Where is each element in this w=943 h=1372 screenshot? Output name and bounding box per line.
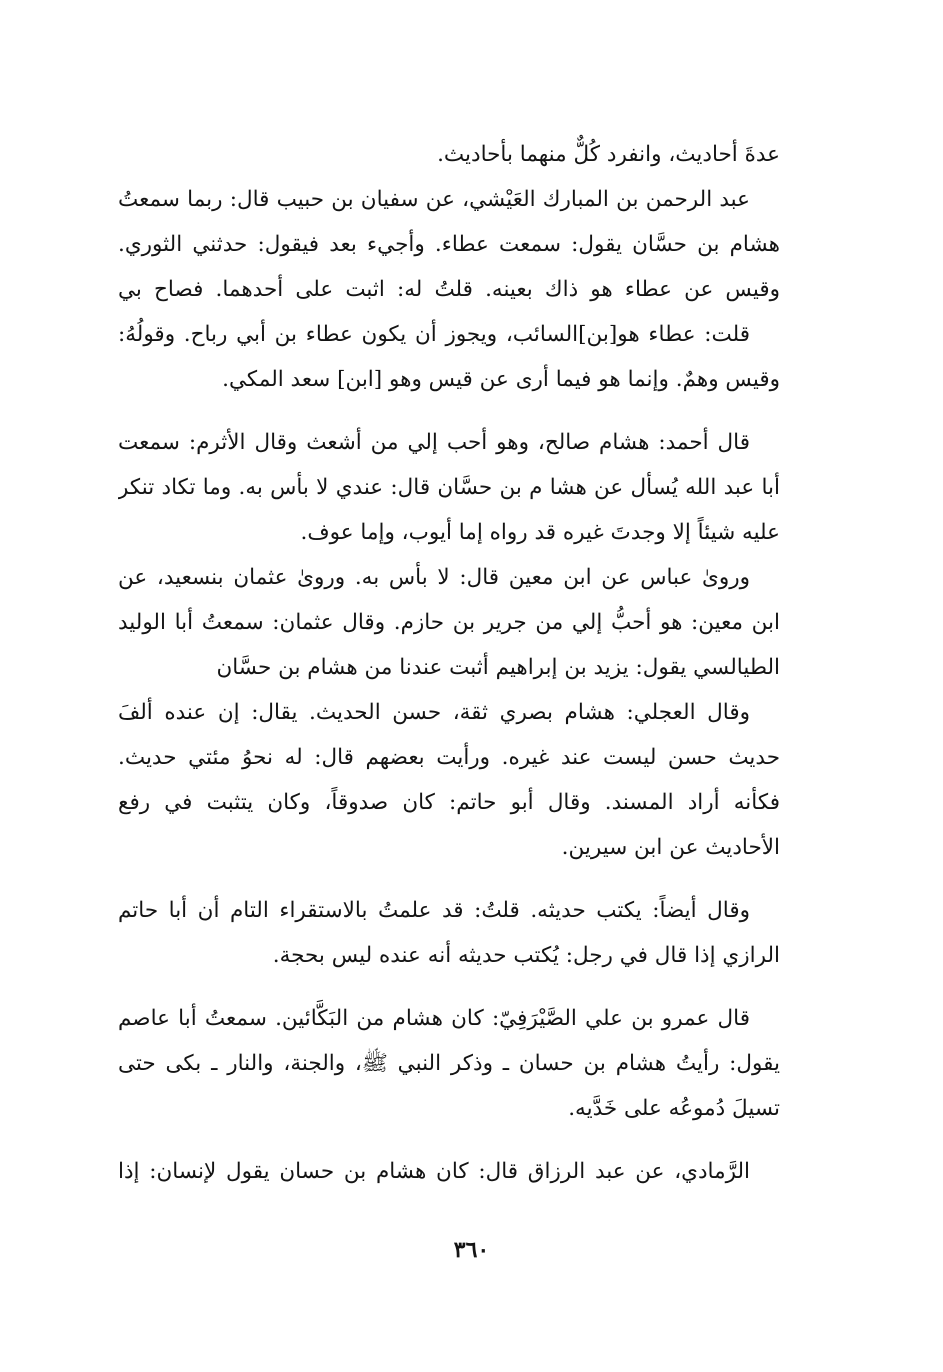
text-line: الأحاديث عن ابن سيرين. bbox=[561, 835, 780, 860]
text-line: هشام بن حسَّان يقول: سمعت عطاء. وأجيء بعد فيقول: حدثني الثوري. bbox=[118, 232, 780, 257]
text-line: وقال العجلي: هشام بصري ثقة، حسن الحديث. يقال: إن عنده ألفَ bbox=[118, 700, 750, 725]
text-line: الطيالسي يقول: يزيد بن إبراهيم أثبت عندنا من هشام بن حسَّان bbox=[216, 655, 780, 680]
paragraph-gap bbox=[118, 402, 780, 420]
text-line: وقيس وهمٌ. وإنما هو فيما أرى عن قيس وهو [ابن] سعد المكي. bbox=[222, 367, 780, 392]
text-line: الرَّمادي، عن عبد الرزاق قال: كان هشام بن حسان يقول لإنسان: إذا bbox=[118, 1159, 750, 1184]
text-line: وقال أيضاً: يكتب حديثه. قلتُ: قد علمتُ بالاستقراء التام أن أبا حاتم bbox=[118, 898, 750, 923]
text-line: قال أحمد: هشام صالح، وهو أحب إلي من أشعث وقال الأثرم: سمعت bbox=[118, 430, 750, 455]
paragraph-gap bbox=[118, 978, 780, 996]
text-line: تسيلَ دُموعُه على خَدَّيه. bbox=[568, 1096, 780, 1121]
text-line: قال عمرو بن علي الصَّيْرَفِيّ: كان هشام من البَكَّائين. سمعتُ أبا عاصم bbox=[118, 1006, 750, 1031]
page-body-text bbox=[118, 132, 780, 1194]
text-line: فكأنه أراد المسند. وقال أبو حاتم: كان صدوقاً، وكان يتثبت في رفع bbox=[118, 790, 780, 815]
page-number: ٣٦٠ bbox=[453, 1237, 490, 1263]
paragraph-gap bbox=[118, 870, 780, 888]
paragraph-gap bbox=[118, 1131, 780, 1149]
text-line: عدةَ أحاديث، وانفرد كُلٌّ منهما بأحاديث. bbox=[437, 142, 780, 167]
text-line: أبا عبد الله يُسأل عن هشا م بن حسَّان قال: عندي لا بأس به. وما تكاد تنكر bbox=[118, 475, 780, 500]
text-line: يقول: رأيتُ هشام بن حسان ـ وذكر النبي ﷺ، والجنة، والنار ـ بكى حتى bbox=[118, 1051, 780, 1076]
text-line: عليه شيئاً إلا وجدتَ غيره قد رواه إما أيوب، وإما عوف. bbox=[300, 520, 780, 545]
text-line: وروىٰ عباس عن ابن معين قال: لا بأس به. وروىٰ عثمان بنسعيد، عن bbox=[118, 565, 750, 590]
text-line: قلت: عطاء هو[بن]السائب، ويجوز أن يكون عطاء بن أبي رباح. وقولُهُ: bbox=[118, 322, 750, 347]
text-line: ابن معين: هو أحبُّ إلي من جرير بن حازم. وقال عثمان: سمعتُ أبا الوليد bbox=[118, 610, 780, 635]
text-line: الرازي إذا قال في رجل: يُكتب حديثه أنه عنده ليس بحجة. bbox=[272, 943, 780, 968]
text-line: وقيس عن عطاء هو ذاك بعينه. قلتُ له: اثبت على أحدهما. فصاح بي bbox=[118, 277, 780, 302]
text-line: عبد الرحمن بن المبارك العَيْشي، عن سفيان بن حبيب قال: ربما سمعتُ bbox=[118, 187, 750, 212]
text-line: حديث حسن ليست عند غيره. ورأيت بعضهم قال: له نحوُ مئتي حديث. bbox=[118, 745, 780, 770]
